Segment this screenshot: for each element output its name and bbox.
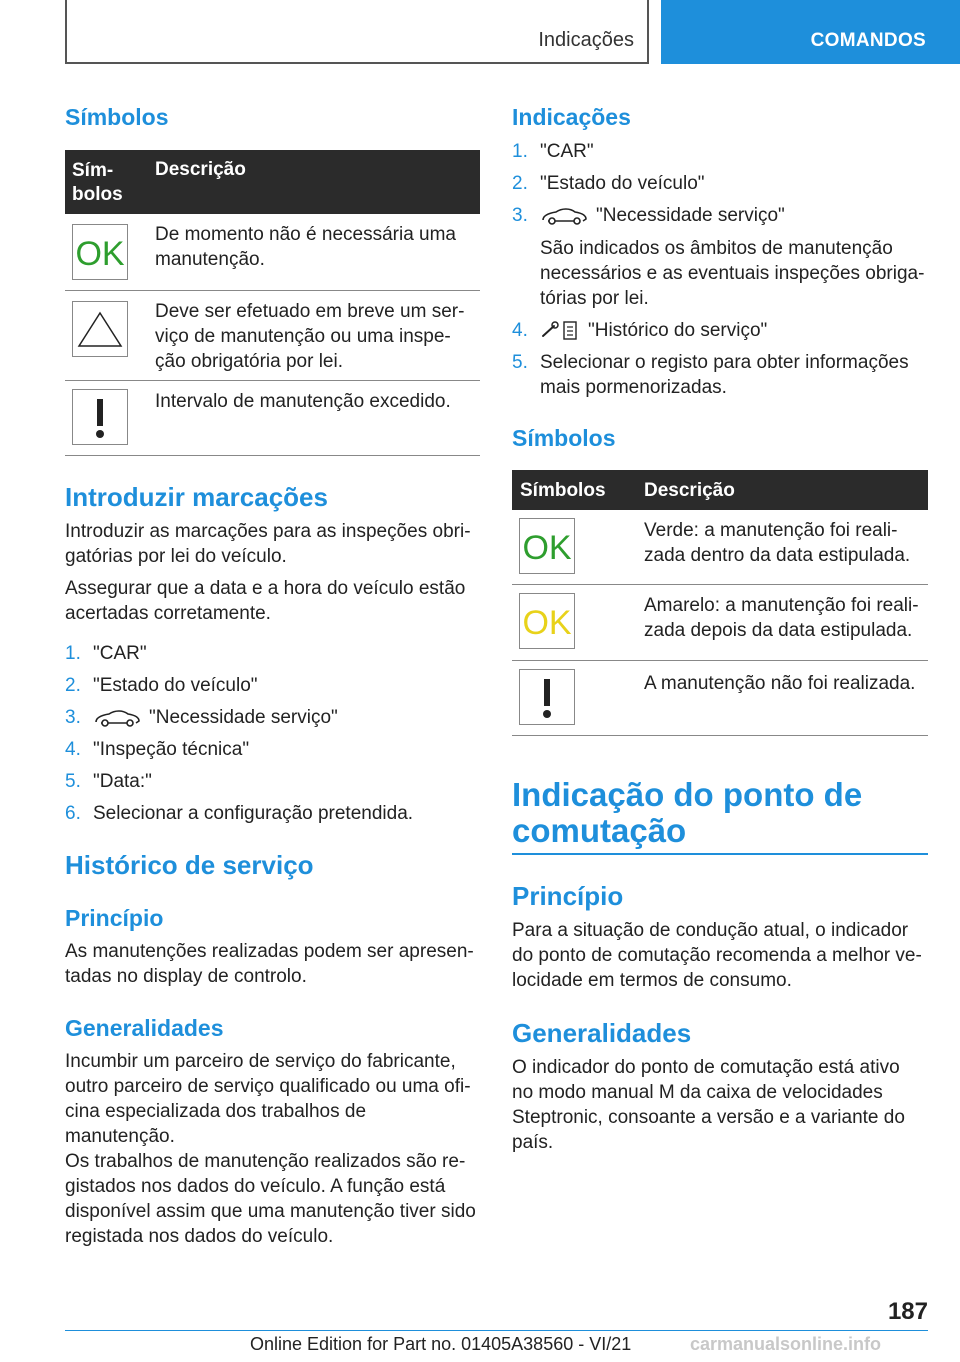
intro-heading: Introduzir marcações <box>65 482 328 512</box>
table-row <box>65 291 480 381</box>
col-description-header: Descrição <box>644 480 735 501</box>
symbols-heading: Símbolos <box>65 104 169 130</box>
watermark: carmanualsonline.info <box>690 1334 882 1354</box>
row-description-line: ção obrigatória por lei. <box>155 351 343 372</box>
general-heading: Generalidades <box>65 1015 224 1041</box>
symbols-table-right <box>512 470 928 736</box>
svg-text:OK: OK <box>522 604 572 642</box>
general-heading-right: Generalidades <box>512 1018 692 1048</box>
row-description-line: zada depois da data estipulada. <box>644 620 913 641</box>
table-row <box>512 585 928 661</box>
history-heading: Histórico de serviço <box>65 850 314 880</box>
svg-text:OK: OK <box>75 235 125 273</box>
row-description-line: A manutenção não foi realizada. <box>644 673 916 694</box>
exclamation-icon <box>519 669 575 725</box>
row-description-line: viço de manutenção ou uma inspe- <box>155 326 451 347</box>
car-icon <box>540 206 588 226</box>
col-description-header: Descrição <box>155 159 246 180</box>
warning-triangle-icon <box>72 301 128 357</box>
col-symbol-header-l2: bolos <box>72 184 123 205</box>
principle-paragraph: As manutenções realizadas podem ser apresen- tadas no display de controlo. <box>65 941 474 987</box>
table-row <box>512 510 928 585</box>
principle-paragraph-right: Para a situação de condução atual, o indicador do ponto de comutação recomenda a melhor ve- locidade em termos de consumo. <box>512 920 922 991</box>
row-description-line: manutenção. <box>155 249 265 270</box>
heading-rule <box>512 853 928 855</box>
page-number: 187 <box>887 1298 928 1325</box>
table-header <box>512 470 928 510</box>
row-description-line: zada dentro da data estipulada. <box>644 545 911 566</box>
ok-green-icon <box>519 518 575 574</box>
ok-yellow-icon <box>519 593 575 649</box>
service-history-icon <box>540 320 580 342</box>
indications-heading: Indicações <box>512 104 631 130</box>
row-description-line: Deve ser efetuado em breve um ser- <box>155 301 465 322</box>
ok-green-icon <box>72 224 128 280</box>
footer-rule <box>65 1330 928 1331</box>
intro-paragraph-1: Introduzir as marcações para as inspeções obri- gatórias por lei do veículo. <box>65 521 471 567</box>
principle-heading-right: Princípio <box>512 881 624 911</box>
table-row <box>65 381 480 456</box>
col-symbol-header-l1: Sím- <box>72 160 114 181</box>
row-description-line: Intervalo de manutenção excedido. <box>155 391 451 412</box>
row-description-line: Amarelo: a manutenção foi reali- <box>644 595 919 616</box>
symbols-heading-right: Símbolos <box>512 425 616 451</box>
table-row <box>65 214 480 291</box>
svg-text:OK: OK <box>522 529 572 567</box>
intro-paragraph-2: Assegurar que a data e a hora do veículo estão acertadas corretamente. <box>65 578 466 624</box>
header-section-title: Indicações <box>538 29 634 51</box>
row-description-line: Verde: a manutenção foi reali- <box>644 520 898 541</box>
general-paragraph-right: O indicador do ponto de comutação está ativo no modo manual M da caixa de velocidades Steptronic, consoante a versão e a variante do país. <box>512 1057 905 1153</box>
row-description-line: De momento não é necessária uma <box>155 224 456 245</box>
symbols-table <box>65 150 480 456</box>
header-chapter-tab <box>661 0 960 64</box>
exclamation-icon <box>72 389 128 445</box>
general-paragraph: Incumbir um parceiro de serviço do fabricante, outro parceiro de serviço qualificado ou uma ofi- cina especializada dos trabalhos de manutenção. Os trabalhos de manutenção realizados são re- gistados nos dados do veículo. A função está disponível assim que uma manutenção tiver sido registada nos dados do veículo. <box>65 1051 476 1247</box>
table-header <box>65 150 480 214</box>
table-row <box>512 661 928 736</box>
car-icon <box>93 708 141 728</box>
footer-edition: Online Edition for Part no. 01405A38560 - VI/21 <box>250 1334 632 1354</box>
shift-indicator-heading: Indicação do ponto de comutação <box>512 776 863 849</box>
principle-heading: Princípio <box>65 905 164 931</box>
header-chapter-title: COMANDOS <box>810 30 926 51</box>
col-symbols-header: Símbolos <box>520 480 606 501</box>
